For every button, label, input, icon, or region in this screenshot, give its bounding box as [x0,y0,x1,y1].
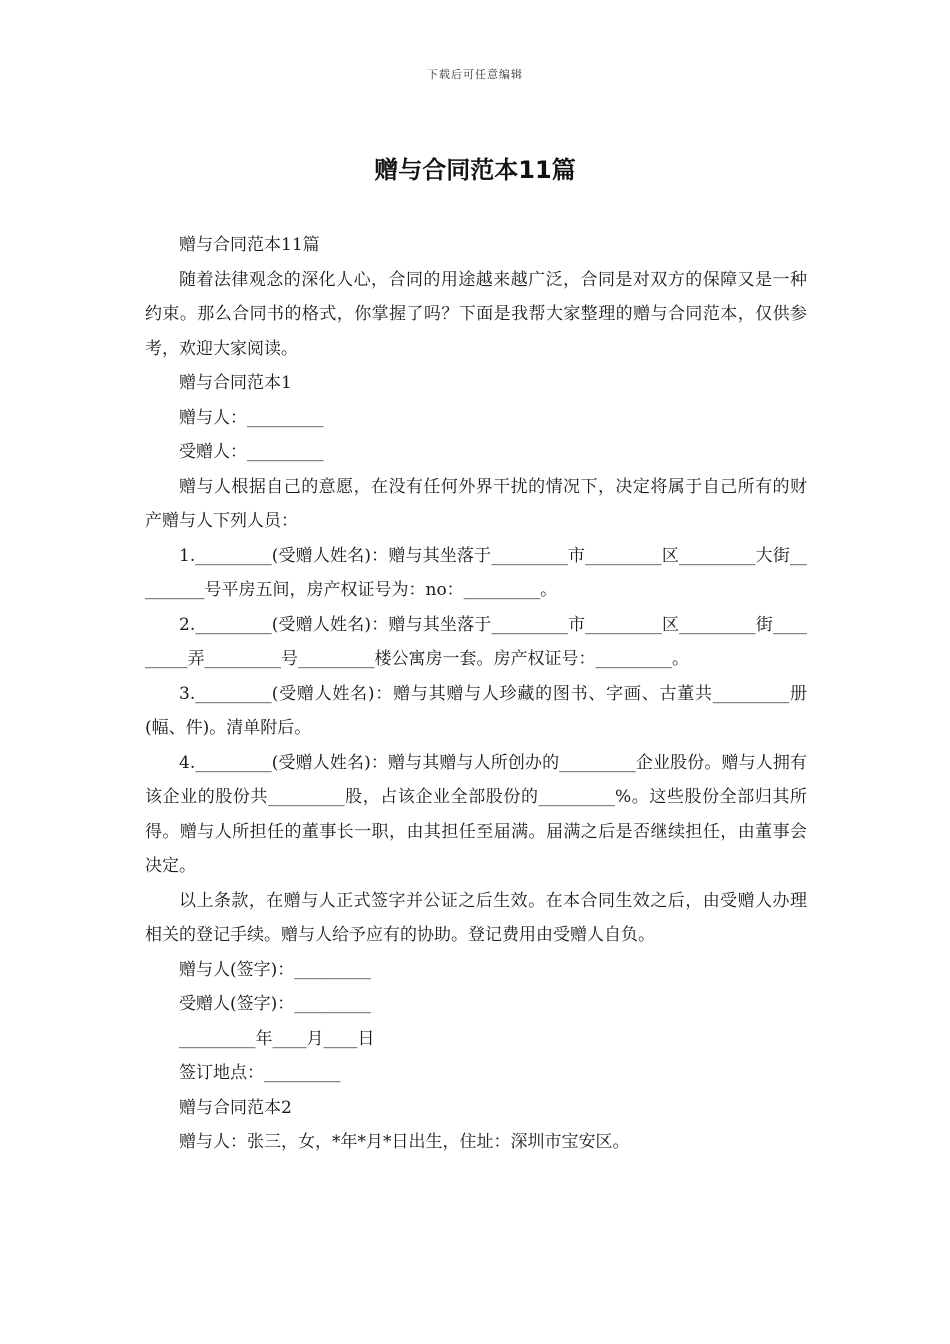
clause-3: 3._________(受赠人姓名)：赠与其赠与人珍藏的图书、字画、古董共_________册(幅、件)。清单附后。 [145,683,807,738]
document-body [145,228,807,1160]
clause-2: 2._________(受赠人姓名)：赠与其坐落于_________市_________区_________街_________弄_________号_________楼公寓房一套。房产权证号：_________。 [145,614,807,669]
donor-line: 赠与人：_________ [179,407,324,428]
donee-signature-line: 受赠人(签字)：_________ [179,994,371,1014]
paragraph-declaration: 赠与人根据自己的意愿，在没有任何外界干扰的情况下，决定将属于自己所有的财产赠与人下列人员： [145,476,807,531]
donor-signature-line: 赠与人(签字)：_________ [179,959,371,980]
section-heading-2: 赠与合同范本2 [179,1097,292,1118]
header-note: 下载后可任意编辑 [427,68,523,81]
paragraph-intro: 随着法律观念的深化人心，合同的用途越来越广泛，合同是对双方的保障又是一种约束。那么合同书的格式，你掌握了吗？下面是我帮大家整理的赠与合同范本，仅供参考，欢迎大家阅读。 [145,269,807,359]
donor-info-line: 赠与人：张三，女，*年*月*日出生，住址：深圳市宝安区。 [179,1132,630,1152]
date-line: _________年____月____日 [179,1028,375,1049]
signing-place-line: 签订地点：_________ [179,1063,341,1083]
donee-line: 受赠人：_________ [179,442,324,462]
paragraph-subtitle: 赠与合同范本11篇 [179,235,320,255]
document-title: 赠与合同范本11篇 [374,156,576,184]
section-heading-1: 赠与合同范本1 [179,373,292,393]
clause-4: 4._________(受赠人姓名)：赠与其赠与人所创办的_________企业股份。赠与人拥有该企业的股份共_________股，占该企业全部股份的_________%。这些股份全部归其所得。赠与人所担任的董事长一职，由其担任至届满。届满之后是否继续担任，由董事会决定。 [145,752,807,876]
paragraph-effectiveness: 以上条款，在赠与人正式签字并公证之后生效。在本合同生效之后，由受赠人办理相关的登记手续。赠与人给予应有的协助。登记费用由受赠人自负。 [145,890,807,945]
clause-1: 1._________(受赠人姓名)：赠与其坐落于_________市_________区_________大街_________号平房五间，房产权证号为：no：_________。 [145,545,807,600]
